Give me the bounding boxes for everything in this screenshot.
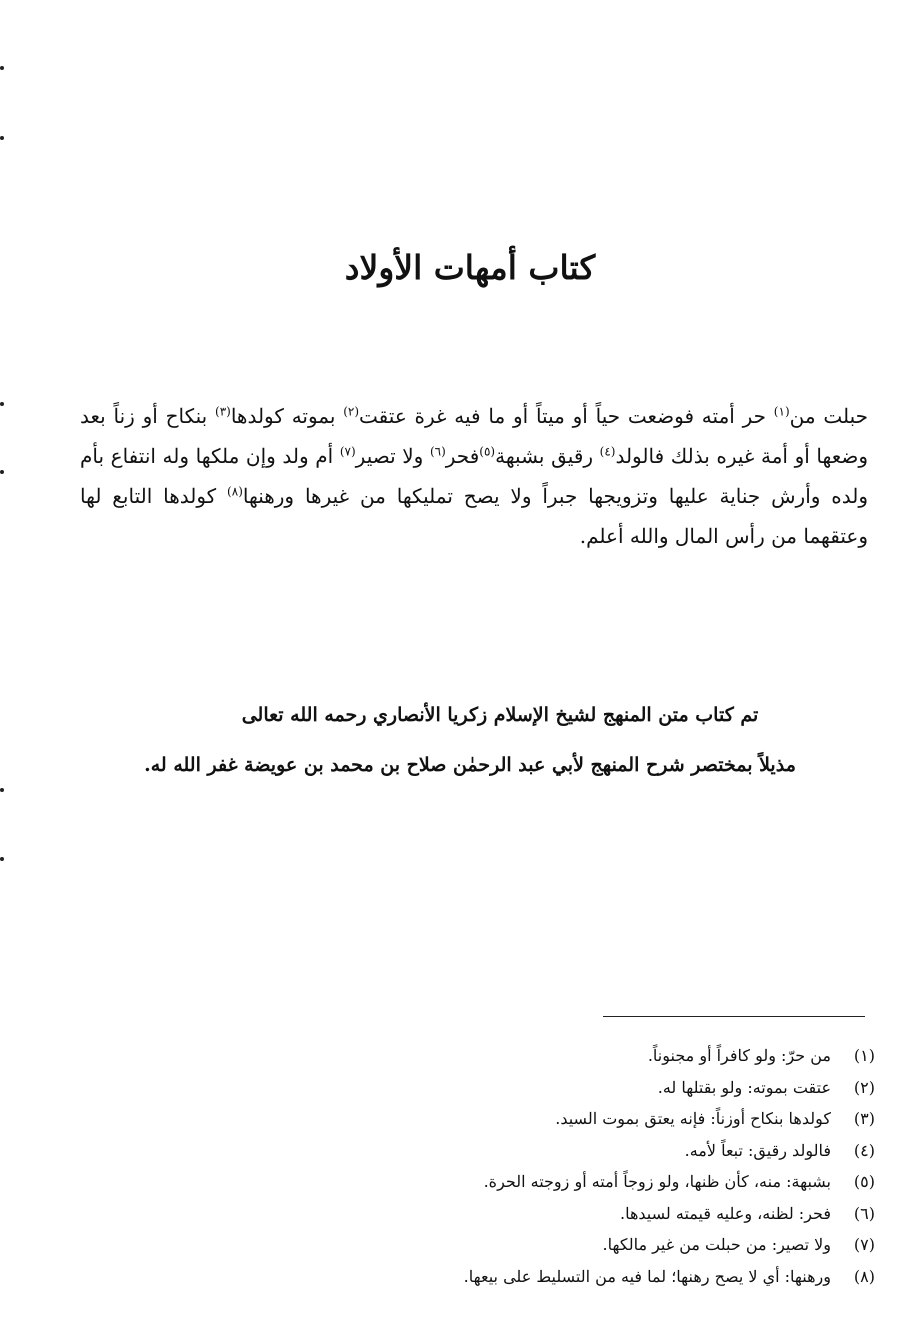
scan-speck [0,136,4,140]
footnote-number: (١) [853,1046,875,1065]
main-text [80,396,868,556]
footnote-number: (٢) [853,1077,875,1097]
footnote-item [300,1261,875,1293]
footnote-item [300,1072,875,1104]
footnote-ref-8[interactable]: (٨) [227,484,243,499]
footnote-number: (٤) [853,1140,875,1160]
footnote-number: (٣) [853,1109,875,1128]
footnote-ref-7[interactable]: (٧) [339,444,356,459]
footnote-ref-6[interactable]: (٦) [429,444,446,459]
scan-speck [0,788,4,792]
scan-speck [0,402,4,406]
footnote-item [300,1040,875,1072]
footnote-text: عتقت بموته: ولو بقتلها له. [657,1077,831,1097]
footnote-ref-4[interactable]: (٤) [599,444,616,459]
text-segment: بنكاح أو زناً بعد وضعها أو أمة غيره بذلك فالولد [80,404,868,468]
footnote-number: (٦) [853,1203,875,1223]
footnote-text: ولا تصير: من حبلت من غير مالكها. [602,1235,831,1254]
footnotes-list [300,1040,875,1292]
footnote-text: من حرّ: ولو كافراً أو مجنوناً. [647,1046,831,1065]
colophon-line-1: تم كتاب متن المنهج لشيخ الإسلام زكريا الأنصاري رحمه الله تعالى [241,704,759,726]
chapter-title: كتاب أمهات الأولاد [344,248,596,287]
footnote-item [300,1135,875,1167]
footnote-number: (٥) [853,1172,875,1191]
footnote-text: ورهنها: أي لا يصح رهنها؛ لما فيه من التسليط على بيعها. [463,1266,831,1286]
footnote-ref-2[interactable]: (٢) [343,404,360,419]
text-segment: فحر [445,444,480,468]
main-paragraph [80,396,868,556]
footnote-item [300,1229,875,1261]
scan-speck [0,66,4,70]
text-segment: حر أمته فوضعت حياً أو ميتاً أو ما فيه غرة عتقت [359,404,774,428]
text-segment: ولا تصير [355,444,430,468]
footnote-item [300,1166,875,1198]
text-segment: رقيق بشبهة [495,444,600,468]
footnote-divider [603,1016,865,1017]
footnote-ref-3[interactable]: (٣) [215,404,231,419]
text-segment: كولدها التابع لها وعتقهما من رأس المال والله أعلم. [80,484,868,548]
footnote-number: (٧) [853,1235,875,1254]
colophon [120,695,820,785]
footnote-text: فالولد رقيق: تبعاً لأمه. [684,1140,831,1160]
colophon-line-2: مذيلاً بمختصر شرح المنهج لأبي عبد الرحمٰن صلاح بن محمد بن عويضة غفر الله له. [144,754,796,776]
footnote-text: فحر: لظنه، وعليه قيمته لسيدها. [620,1203,831,1223]
scan-speck [0,857,4,861]
footnote-text: كولدها بنكاح أوزناً: فإنه يعتق بموت السيد. [555,1109,831,1128]
footnote-number: (٨) [853,1266,875,1286]
footnote-item [300,1103,875,1135]
footnote-ref-1[interactable]: (١) [773,404,790,419]
footnote-text: بشبهة: منه، كأن ظنها، ولو زوجاً أمته أو زوجته الحرة. [483,1172,831,1191]
footnote-item [300,1198,875,1230]
text-segment: أم ولد وإن ملكها وله انتفاع بأم ولده وأرش جناية عليها وتزويجها جبراً ولا يصح تمليكها من غيرها ورهنها [80,444,868,508]
text-segment: بموته كولدها [230,404,344,428]
footnote-ref-5[interactable]: (٥) [479,444,496,459]
scan-speck [0,470,4,474]
text-segment: حبلت من [789,404,868,428]
